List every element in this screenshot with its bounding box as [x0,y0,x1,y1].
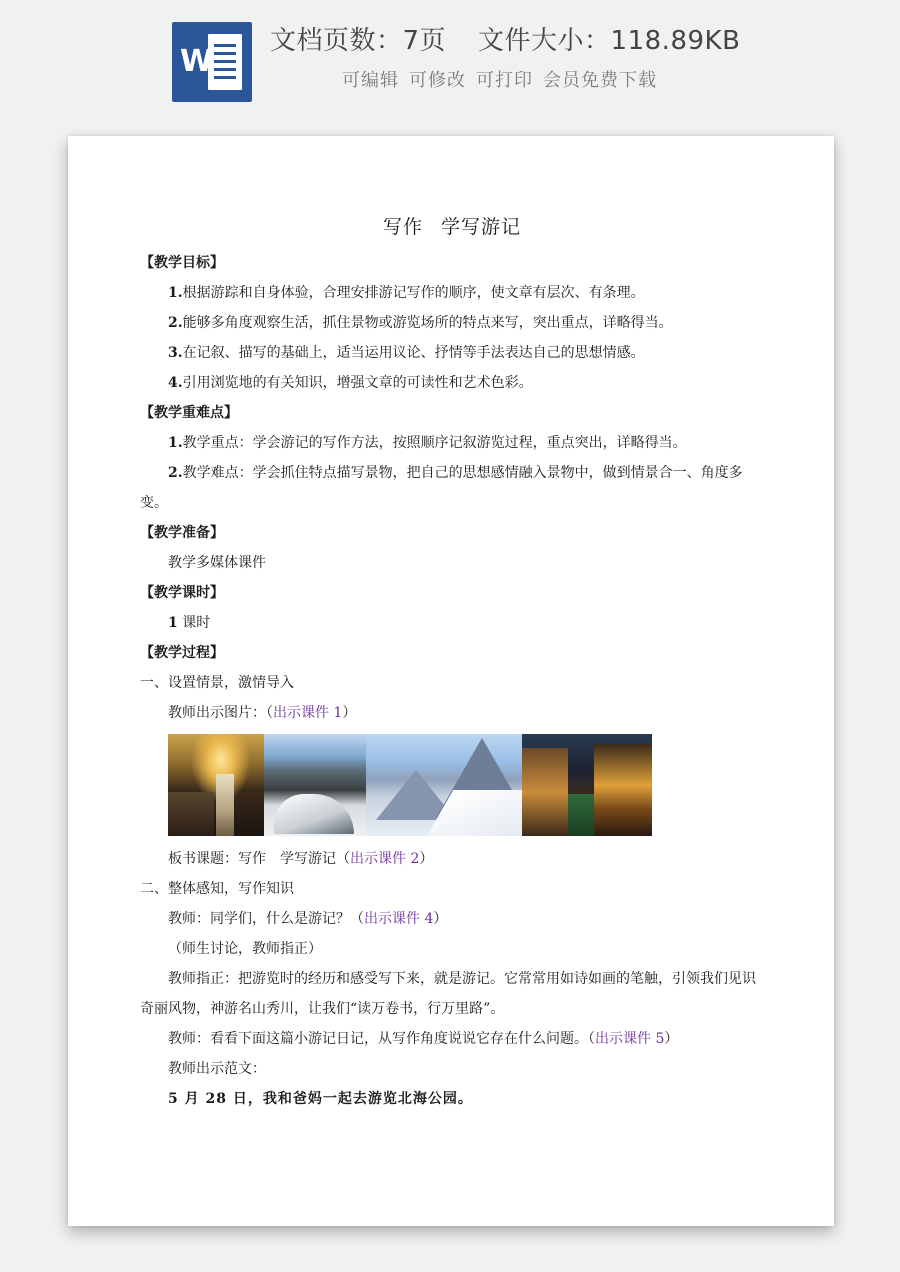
waterfall-photo [168,734,264,836]
heading-preparation: 【教学准备】 [140,525,224,541]
title-part-2: 学写游记 [441,216,522,238]
download-header [0,0,900,120]
courseware-ref: 出示课件 4 [364,911,434,927]
heading-key-points: 【教学重难点】 [140,405,238,421]
feature-member-download: 会员免费下载 [543,70,657,91]
feature-modifiable: 可修改 [409,70,466,91]
key-point-2: 2.教学难点：学会抓住特点描写景物，把自己的思想感情融入景物中，做到情景合一、角度多变。 [140,465,743,511]
word-doc-icon [172,22,252,102]
section-2-title: 二、整体感知，写作知识 [140,881,294,897]
file-size: 文件大小：118.89KB [478,26,741,56]
title-part-1: 写作 [382,216,423,238]
goal-3: 3.在记叙、描写的基础上，适当运用议论、抒情等手法表达自己的思想情感。 [168,345,645,361]
courseware-ref: 出示课件 2 [350,851,420,867]
file-info [270,20,740,57]
word-icon-letter: W [180,44,214,79]
show-pictures-line: 教师出示图片：（出示课件 1） [168,705,357,721]
board-title-line: 板书课题：写作 学写游记（出示课件 2） [168,851,434,867]
snow-mountain-photo [366,734,522,836]
page-count: 文档页数：7页 [270,26,447,56]
document-body [140,212,764,1114]
scenery-photos [168,734,764,836]
goal-4: 4.引用浏览地的有关知识，增强文章的可读性和艺术色彩。 [168,375,533,391]
heading-class-hours: 【教学课时】 [140,585,224,601]
glacier-photo [264,734,366,836]
goal-2: 2.能够多角度观察生活，抓住景物或游览场所的特点来写，突出重点，详略得当。 [168,315,673,331]
section-1-title: 一、设置情景，激情导入 [140,675,294,691]
definition-paragraph: 教师指正：把游览时的经历和感受写下来，就是游记。它常常用如诗如画的笔触，引领我们见识奇丽风物，神游名山秀川，让我们“读万卷书，行万里路”。 [140,971,756,1017]
sample-intro-line: 教师出示范文： [168,1061,266,1077]
document-title [140,212,764,242]
discussion-line: （师生讨论，教师指正） [168,941,322,957]
courseware-ref: 出示课件 1 [273,705,343,721]
key-point-1: 1.教学重点：学会游记的写作方法，按照顺序记叙游览过程，重点突出，详略得当。 [168,435,687,451]
old-town-canal-photo [522,734,652,836]
feature-list [342,66,667,92]
teacher-task-line: 教师：看看下面这篇小游记日记，从写作角度说说它存在什么问题。（出示课件 5） [168,1031,679,1047]
feature-printable: 可打印 [476,70,533,91]
heading-teaching-goals: 【教学目标】 [140,255,224,271]
class-hours-text: 1 课时 [168,615,211,631]
heading-teaching-process: 【教学过程】 [140,645,224,661]
document-page [68,136,834,1226]
sample-text-line: 5 月 28 日，我和爸妈一起去游览北海公园。 [168,1091,473,1107]
goal-1: 1.根据游踪和自身体验，合理安排游记写作的顺序，使文章有层次、有条理。 [168,285,645,301]
courseware-ref: 出示课件 5 [595,1031,665,1047]
feature-editable: 可编辑 [342,70,399,91]
preparation-text: 教学多媒体课件 [168,555,266,571]
teacher-question-line: 教师：同学们，什么是游记？（出示课件 4） [168,911,448,927]
